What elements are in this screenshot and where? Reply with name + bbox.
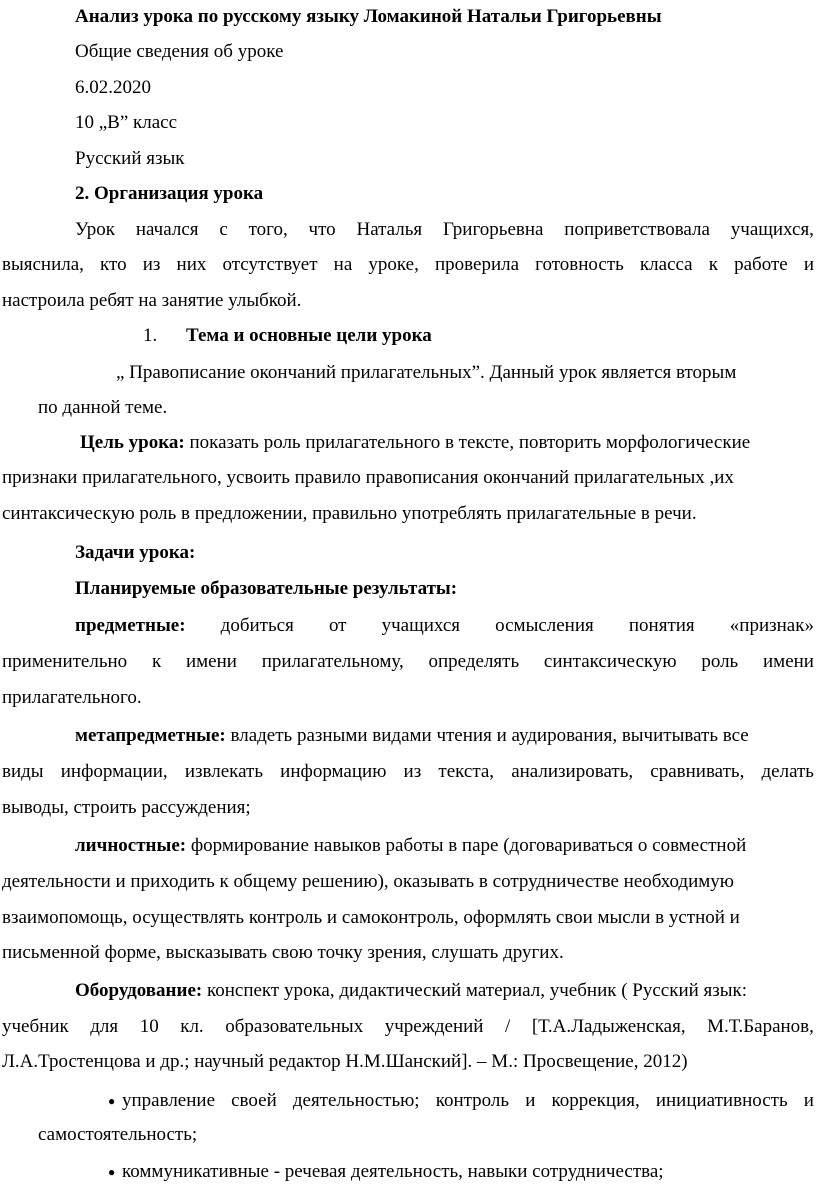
topic-line-2: по данной теме.: [38, 397, 168, 418]
word: информацию: [280, 761, 387, 782]
word: «признак»: [729, 615, 814, 636]
word: начался: [135, 219, 199, 240]
word: роль: [701, 651, 739, 672]
word: М.Т.Баранов,: [707, 1016, 814, 1037]
word: применительно: [2, 651, 128, 672]
word: что: [308, 219, 336, 240]
word: класса: [639, 254, 693, 275]
word: из: [142, 254, 161, 275]
word: отсутствует: [222, 254, 318, 275]
word: от: [328, 615, 347, 636]
word: определять: [428, 651, 520, 672]
meta-results-line-2: [2, 760, 814, 784]
word: к: [151, 651, 162, 672]
word: Григорьевна: [443, 219, 544, 240]
goal-line-2: признаки прилагательного, усвоить правило правописания окончаний прилагательных ,их: [2, 467, 734, 488]
word: учреждений: [384, 1016, 484, 1037]
equipment-label: Оборудование:: [75, 980, 203, 1001]
word: инициативность: [655, 1090, 788, 1111]
lesson-subject: Русский язык: [75, 148, 185, 169]
bullet-item-1-line-1: [122, 1089, 814, 1113]
word: понятия: [628, 615, 695, 636]
bullet-item-2: коммуникативные - речевая деятельность, навыки сотрудничества;: [122, 1161, 664, 1182]
word: для: [90, 1016, 119, 1037]
subject-results-line-3: прилагательного.: [2, 687, 142, 708]
word: образовательных: [225, 1016, 364, 1037]
word: Урок: [75, 219, 116, 240]
word: текста,: [438, 761, 495, 782]
topic-number: 1.: [143, 325, 158, 346]
meta-results-line-1: [75, 724, 749, 748]
word: поприветствовала: [564, 219, 710, 240]
word: анализировать,: [511, 761, 634, 782]
bullet-item-1-line-2: самостоятельность;: [38, 1124, 198, 1145]
organization-line-2: [2, 253, 814, 277]
bullet-dot-icon: ●: [108, 1094, 116, 1108]
goal-text: показать роль прилагательного в тексте, повторить морфологические: [184, 432, 751, 453]
lesson-date: 6.02.2020: [75, 77, 151, 98]
word: из: [403, 761, 422, 782]
word: осмысления: [495, 615, 594, 636]
subject-results-line-1: [75, 614, 814, 638]
lesson-class: 10 „В” класс: [75, 112, 178, 133]
word: уроке,: [368, 254, 419, 275]
word: готовность: [535, 254, 624, 275]
goal-line-1: [80, 431, 750, 455]
word: учащихся: [381, 615, 461, 636]
word: и: [803, 254, 814, 275]
document-title: Анализ урока по русскому языку Ломакиной Натальи Григорьевны: [75, 6, 662, 27]
word: с: [219, 219, 228, 240]
equipment-line-3: Л.А.Тростенцова и др.; научный редактор Н.М.Шанский]. – М.: Просвещение, 2012): [2, 1051, 688, 1072]
word: и: [525, 1090, 536, 1111]
equipment-line-2: [2, 1015, 814, 1039]
word: кто: [100, 254, 127, 275]
equipment-text: конспект урока, дидактический материал, учебник ( Русский язык:: [202, 980, 748, 1001]
word: /: [505, 1016, 511, 1037]
word: работе: [734, 254, 788, 275]
word: них: [176, 254, 207, 275]
word: выяснила,: [2, 254, 84, 275]
organization-line-3: настроила ребят на занятие улыбкой.: [2, 290, 302, 311]
subject-results-label: предметные:: [75, 615, 186, 636]
general-heading: Общие сведения об уроке: [75, 41, 284, 62]
results-heading: Планируемые образовательные результаты:: [75, 578, 458, 599]
word: имени: [185, 651, 237, 672]
word: 10: [139, 1016, 159, 1037]
word: коррекция,: [551, 1090, 640, 1111]
word: кл.: [180, 1016, 204, 1037]
personal-results-label: личностные:: [75, 835, 187, 856]
subject-results-line-2: [2, 650, 814, 674]
personal-results-line-3: взаимопомощь, осуществлять контроль и самоконтроль, оформлять свои мысли в устной и: [2, 907, 740, 928]
word: на: [333, 254, 353, 275]
word: того,: [248, 219, 288, 240]
word: проверила: [434, 254, 520, 275]
word: делать: [761, 761, 814, 782]
personal-results-line-4: письменной форме, высказывать свою точку зрения, слушать других.: [2, 942, 564, 963]
word: деятельностью;: [292, 1090, 420, 1111]
meta-results-line-3: выводы, строить рассуждения;: [2, 797, 251, 818]
word: сравнивать,: [650, 761, 745, 782]
word: виды: [2, 761, 44, 782]
word: Наталья: [356, 219, 423, 240]
word: учебник: [2, 1016, 69, 1037]
word: своей: [231, 1090, 277, 1111]
personal-results-line-1: [75, 834, 746, 858]
goal-label: Цель урока:: [80, 432, 185, 453]
meta-results-label: метапредметные:: [75, 725, 226, 746]
word: извлекать: [184, 761, 264, 782]
word: информации,: [60, 761, 168, 782]
word: управление: [122, 1090, 216, 1111]
tasks-heading: Задачи урока:: [75, 542, 196, 563]
word: к: [708, 254, 718, 275]
personal-results-text: формирование навыков работы в паре (договариваться о совместной: [186, 835, 747, 856]
word: добиться: [220, 615, 294, 636]
word: прилагательному,: [261, 651, 404, 672]
equipment-line-1: [75, 979, 747, 1003]
organization-heading: 2. Организация урока: [75, 183, 264, 204]
word: контроль: [435, 1090, 510, 1111]
bullet-dot-icon: ●: [108, 1165, 116, 1179]
meta-results-text: владеть разными видами чтения и аудирования, вычитывать все: [225, 725, 749, 746]
word: учащихся,: [730, 219, 814, 240]
goal-line-3: синтаксическую роль в предложении, правильно употреблять прилагательные в речи.: [2, 503, 697, 524]
organization-line-1: [75, 218, 814, 242]
word: и: [803, 1090, 814, 1111]
word: имени: [763, 651, 814, 672]
personal-results-line-2: деятельности и приходить к общему решению), оказывать в сотрудничестве необходимую: [2, 871, 734, 892]
topic-heading: Тема и основные цели урока: [186, 325, 432, 346]
word: синтаксическую: [543, 651, 677, 672]
word: [Т.А.Ладыженская,: [531, 1016, 686, 1037]
topic-line-1: „ Правописание окончаний прилагательных”. Данный урок является вторым: [116, 362, 737, 383]
